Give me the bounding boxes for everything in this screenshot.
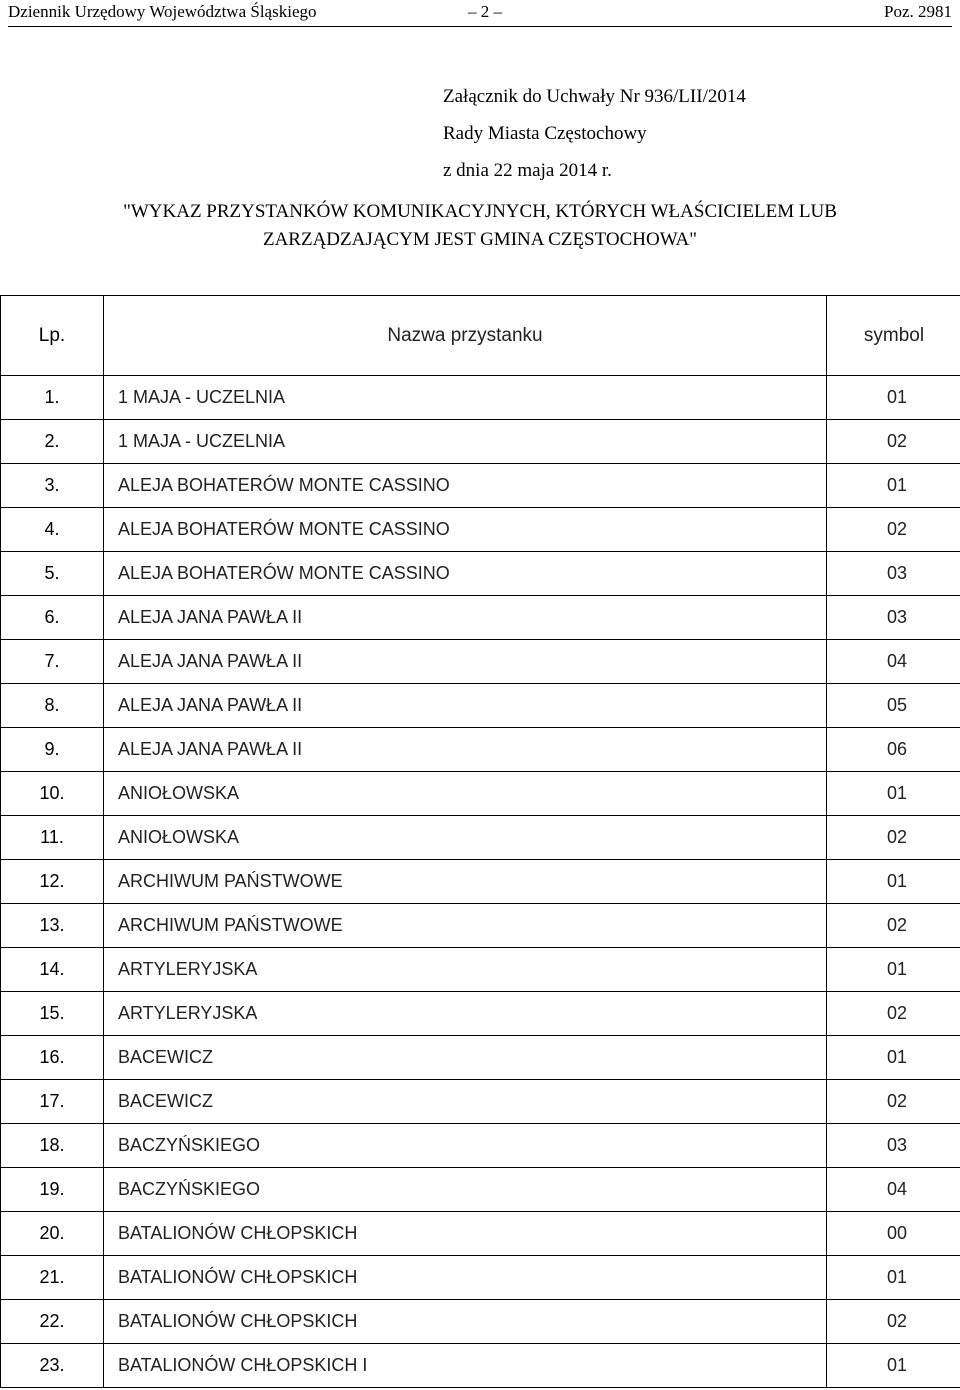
table-row [1, 420, 960, 464]
table-row [1, 376, 960, 420]
row-number: 20. [1, 1212, 104, 1256]
stop-name: ALEJA JANA PAWŁA II [104, 640, 827, 684]
title-line-1: "WYKAZ PRZYSTANKÓW KOMUNIKACYJNYCH, KTÓRYCH WŁAŚCICIELEM LUB [123, 201, 837, 222]
table-row [1, 508, 960, 552]
row-number: 4. [1, 508, 104, 552]
table-header-row [1, 296, 960, 376]
stop-name: ARTYLERYJSKA [104, 992, 827, 1036]
table-row [1, 860, 960, 904]
stop-symbol: 05 [827, 684, 960, 728]
header-divider [8, 26, 952, 27]
row-number: 13. [1, 904, 104, 948]
table-row [1, 464, 960, 508]
table-row [1, 772, 960, 816]
stop-symbol: 06 [827, 728, 960, 772]
stop-name: ANIOŁOWSKA [104, 772, 827, 816]
table-row [1, 728, 960, 772]
row-number: 11. [1, 816, 104, 860]
stop-name: 1 MAJA - UCZELNIA [104, 376, 827, 420]
row-number: 17. [1, 1080, 104, 1124]
stop-symbol: 02 [827, 1300, 960, 1344]
column-header-lp: Lp. [1, 296, 104, 376]
row-number: 8. [1, 684, 104, 728]
table-row [1, 1036, 960, 1080]
stop-name: ALEJA JANA PAWŁA II [104, 728, 827, 772]
stop-name: BATALIONÓW CHŁOPSKICH I [104, 1344, 827, 1388]
row-number: 9. [1, 728, 104, 772]
stop-name: BACEWICZ [104, 1080, 827, 1124]
title-line-2: ZARZĄDZAJĄCYM JEST GMINA CZĘSTOCHOWA" [262, 229, 698, 250]
page-number: – 2 – [468, 2, 502, 21]
stop-name: 1 MAJA - UCZELNIA [104, 420, 827, 464]
stop-symbol: 01 [827, 1256, 960, 1300]
stop-name: ALEJA JANA PAWŁA II [104, 596, 827, 640]
annex-line-2: Rady Miasta Częstochowy [443, 123, 647, 144]
column-header-name: Nazwa przystanku [104, 296, 827, 376]
table-row [1, 1256, 960, 1300]
journal-name: Dziennik Urzędowy Województwa Śląskiego [8, 2, 317, 21]
position-number: Poz. 2981 [884, 2, 952, 21]
row-number: 10. [1, 772, 104, 816]
row-number: 21. [1, 1256, 104, 1300]
stop-symbol: 01 [827, 860, 960, 904]
table-row [1, 992, 960, 1036]
row-number: 1. [1, 376, 104, 420]
stop-symbol: 02 [827, 904, 960, 948]
table-row [1, 1168, 960, 1212]
table-row [1, 1212, 960, 1256]
stop-symbol: 02 [827, 508, 960, 552]
stop-symbol: 03 [827, 552, 960, 596]
table-row [1, 904, 960, 948]
row-number: 7. [1, 640, 104, 684]
annex-line-1: Załącznik do Uchwały Nr 936/LII/2014 [443, 86, 746, 107]
row-number: 3. [1, 464, 104, 508]
stop-symbol: 01 [827, 464, 960, 508]
stop-symbol: 03 [827, 1124, 960, 1168]
row-number: 14. [1, 948, 104, 992]
stop-name: ANIOŁOWSKA [104, 816, 827, 860]
stop-symbol: 01 [827, 1344, 960, 1388]
stop-name: BATALIONÓW CHŁOPSKICH [104, 1300, 827, 1344]
stop-symbol: 03 [827, 596, 960, 640]
row-number: 12. [1, 860, 104, 904]
row-number: 5. [1, 552, 104, 596]
table-row [1, 1080, 960, 1124]
stop-name: BACZYŃSKIEGO [104, 1124, 827, 1168]
row-number: 6. [1, 596, 104, 640]
table-row [1, 816, 960, 860]
row-number: 15. [1, 992, 104, 1036]
row-number: 19. [1, 1168, 104, 1212]
stop-name: ALEJA BOHATERÓW MONTE CASSINO [104, 464, 827, 508]
stop-symbol: 04 [827, 640, 960, 684]
stop-name: BACEWICZ [104, 1036, 827, 1080]
row-number: 18. [1, 1124, 104, 1168]
stop-symbol: 02 [827, 420, 960, 464]
stop-symbol: 00 [827, 1212, 960, 1256]
table-row [1, 684, 960, 728]
stops-table [0, 295, 960, 1388]
annex-line-3: z dnia 22 maja 2014 r. [443, 160, 612, 181]
stop-symbol: 01 [827, 772, 960, 816]
stop-symbol: 02 [827, 992, 960, 1036]
stop-symbol: 01 [827, 1036, 960, 1080]
column-header-symbol: symbol [827, 296, 960, 376]
table-row [1, 1300, 960, 1344]
stop-name: ARCHIWUM PAŃSTWOWE [104, 860, 827, 904]
table-row [1, 1124, 960, 1168]
row-number: 22. [1, 1300, 104, 1344]
stop-name: ARCHIWUM PAŃSTWOWE [104, 904, 827, 948]
stop-symbol: 01 [827, 948, 960, 992]
table-row [1, 1344, 960, 1388]
document-title [0, 198, 960, 254]
stop-name: ALEJA BOHATERÓW MONTE CASSINO [104, 552, 827, 596]
stop-name: ARTYLERYJSKA [104, 948, 827, 992]
row-number: 23. [1, 1344, 104, 1388]
stop-symbol: 04 [827, 1168, 960, 1212]
stop-symbol: 02 [827, 816, 960, 860]
stop-symbol: 01 [827, 376, 960, 420]
page-header [8, 0, 952, 28]
row-number: 16. [1, 1036, 104, 1080]
stop-name: BATALIONÓW CHŁOPSKICH [104, 1256, 827, 1300]
stop-name: BACZYŃSKIEGO [104, 1168, 827, 1212]
table-row [1, 596, 960, 640]
stop-name: BATALIONÓW CHŁOPSKICH [104, 1212, 827, 1256]
table-row [1, 948, 960, 992]
table-row [1, 640, 960, 684]
stop-name: ALEJA JANA PAWŁA II [104, 684, 827, 728]
table-row [1, 552, 960, 596]
stop-symbol: 02 [827, 1080, 960, 1124]
annex-reference [443, 78, 746, 189]
row-number: 2. [1, 420, 104, 464]
table-body [1, 376, 960, 1388]
stop-name: ALEJA BOHATERÓW MONTE CASSINO [104, 508, 827, 552]
